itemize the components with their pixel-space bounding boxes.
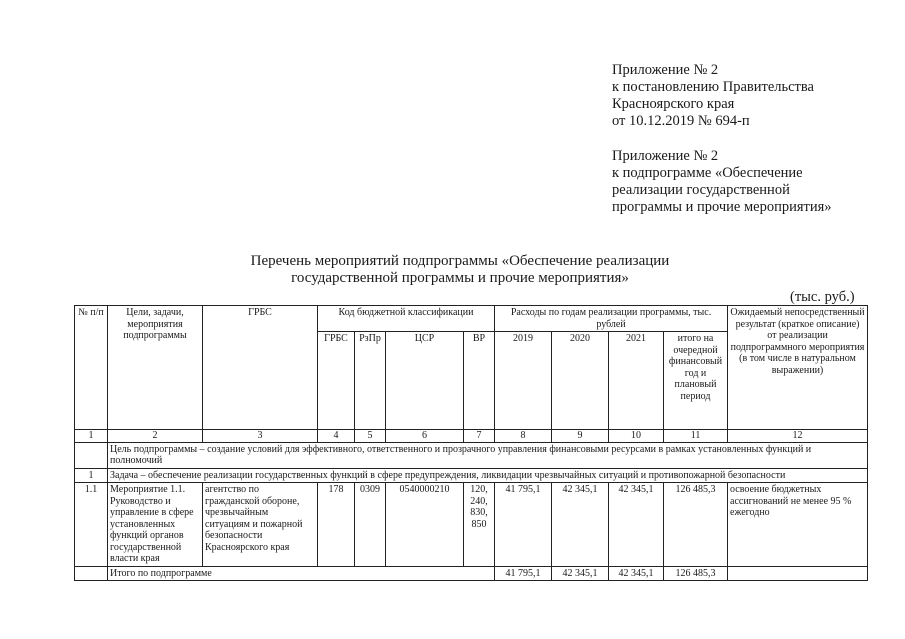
measure-2021: 42 345,1 [609,483,664,567]
total-result-cell [728,566,868,581]
task-text: Задача – обеспечение реализации государственных функций в сфере предупреждения, ликвидации чрезвычайных ситуаций и противопожарной безопасности [108,468,868,483]
task-num: 1 [75,468,108,483]
goal-row [75,442,868,468]
header-goals: Цели, задачи, мероприятия подпрограммы [108,306,203,430]
annex-line: реализации государственной [612,182,790,198]
header-code-group: Код бюджетной классификации [318,306,495,332]
goal-text: Цель подпрограммы – создание условий для эффективного, ответственного и прозрачного управления финансовыми ресурсами в рамках установленных функций и полномочий [108,442,868,468]
header-expenses-group: Расходы по годам реализации программы, тыс. рублей [495,306,728,332]
total-2021: 42 345,1 [609,566,664,581]
annex-line: Приложение № 2 [612,148,719,164]
header-year-2020: 2020 [552,332,609,430]
total-2020: 42 345,1 [552,566,609,581]
measure-rzpr: 0309 [355,483,386,567]
total-row [75,566,868,581]
measures-table [74,305,868,581]
col-number: 1 [75,430,108,443]
header-code-csr: ЦСР [386,332,464,430]
total-2019: 41 795,1 [495,566,552,581]
header-grbs: ГРБС [203,306,318,430]
annex-header-government [612,62,814,130]
measure-2020: 42 345,1 [552,483,609,567]
measure-csr: 0540000210 [386,483,464,567]
col-number: 7 [464,430,495,443]
col-number: 6 [386,430,464,443]
annex-line: программы и прочие мероприятия» [612,199,832,215]
header-code-vr: ВР [464,332,495,430]
header-total: итого на очередной финансовый год и плановый период [664,332,728,430]
col-number: 12 [728,430,868,443]
annex-line: от 10.12.2019 № 694-п [612,113,750,129]
measure-grbs-name: агентство по гражданской обороне, чрезвычайным ситуациям и пожарной безопасности Красноярского края [203,483,318,567]
col-number: 11 [664,430,728,443]
title-line: государственной программы и прочие мероприятия» [291,270,629,286]
annex-line: к постановлению Правительства [612,79,814,95]
annex-header-subprogram [612,148,832,216]
col-number: 3 [203,430,318,443]
col-number: 5 [355,430,386,443]
header-year-2019: 2019 [495,332,552,430]
col-number: 8 [495,430,552,443]
goal-num-cell [75,442,108,468]
total-num-cell [75,566,108,581]
header-code-grbs: ГРБС [318,332,355,430]
measure-name: Мероприятие 1.1. Руководство и управление в сфере установленных функций органов государственной власти края [108,483,203,567]
total-label: Итого по подпрограмме [108,566,495,581]
measure-result: освоение бюджетных ассигнований не менее 95 % ежегодно [728,483,868,567]
measure-grbs-code: 178 [318,483,355,567]
measure-2019: 41 795,1 [495,483,552,567]
header-row [75,306,868,332]
measure-total: 126 485,3 [664,483,728,567]
measure-vr: 120, 240, 830, 850 [464,483,495,567]
header-year-2021: 2021 [609,332,664,430]
units-label: (тыс. руб.) [790,289,855,305]
annex-line: Красноярского края [612,96,735,112]
measure-row [75,483,868,567]
annex-line: к подпрограмме «Обеспечение [612,165,803,181]
title-line: Перечень мероприятий подпрограммы «Обеспечение реализации [250,253,670,269]
col-number: 9 [552,430,609,443]
header-result: Ожидаемый непосредственный результат (краткое описание) от реализации подпрограммного мероприятия (в том числе в натуральном выражении) [728,306,868,430]
measure-num: 1.1 [75,483,108,567]
column-number-row [75,430,868,443]
header-code-rzpr: РзПр [355,332,386,430]
header-num: № п/п [75,306,108,430]
document-title [180,253,740,287]
total-sum: 126 485,3 [664,566,728,581]
col-number: 10 [609,430,664,443]
col-number: 2 [108,430,203,443]
task-row [75,468,868,483]
annex-line: Приложение № 2 [612,62,719,78]
col-number: 4 [318,430,355,443]
